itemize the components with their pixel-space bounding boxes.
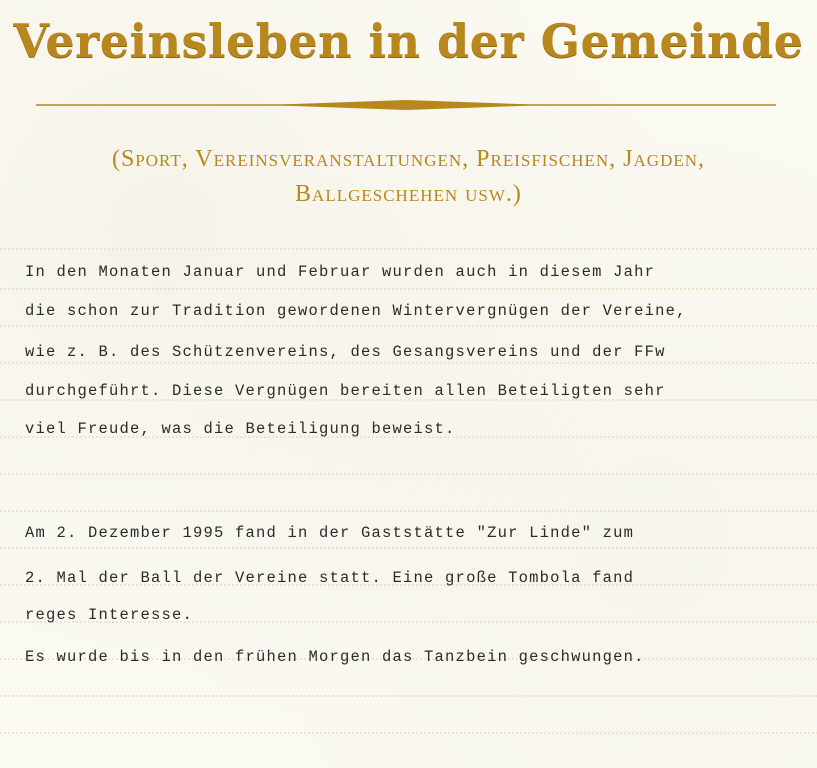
paragraph-line: die schon zur Tradition gewordenen Wintervergnügen der Vereine, [25, 302, 687, 320]
paragraph-line: wie z. B. des Schützenvereins, des Gesangsvereins und der FFw [25, 343, 666, 361]
title-divider [36, 98, 776, 112]
paragraph-line: Es wurde bis in den frühen Morgen das Tanzbein geschwungen. [25, 648, 645, 666]
subtitle [0, 142, 817, 212]
paragraph-line: durchgeführt. Diese Vergnügen bereiten allen Beteiligten sehr [25, 382, 666, 400]
paragraph-line: reges Interesse. [25, 606, 194, 624]
page-title: Vereinsleben in der Gemeinde [13, 14, 804, 68]
subtitle-line-2: Ballgeschehen usw.) [295, 181, 522, 207]
subtitle-line-1: (Sport, Vereinsveranstaltungen, Preisfischen, Jagden, [111, 146, 706, 172]
paragraph-line: In den Monaten Januar und Februar wurden auch in diesem Jahr [25, 263, 656, 281]
paragraph-line: 2. Mal der Ball der Vereine statt. Eine große Tombola fand [25, 569, 635, 587]
paragraph-line: Am 2. Dezember 1995 fand in der Gaststätte "Zur Linde" zum [25, 524, 635, 542]
paragraph-line: viel Freude, was die Beteiligung beweist. [25, 420, 456, 438]
